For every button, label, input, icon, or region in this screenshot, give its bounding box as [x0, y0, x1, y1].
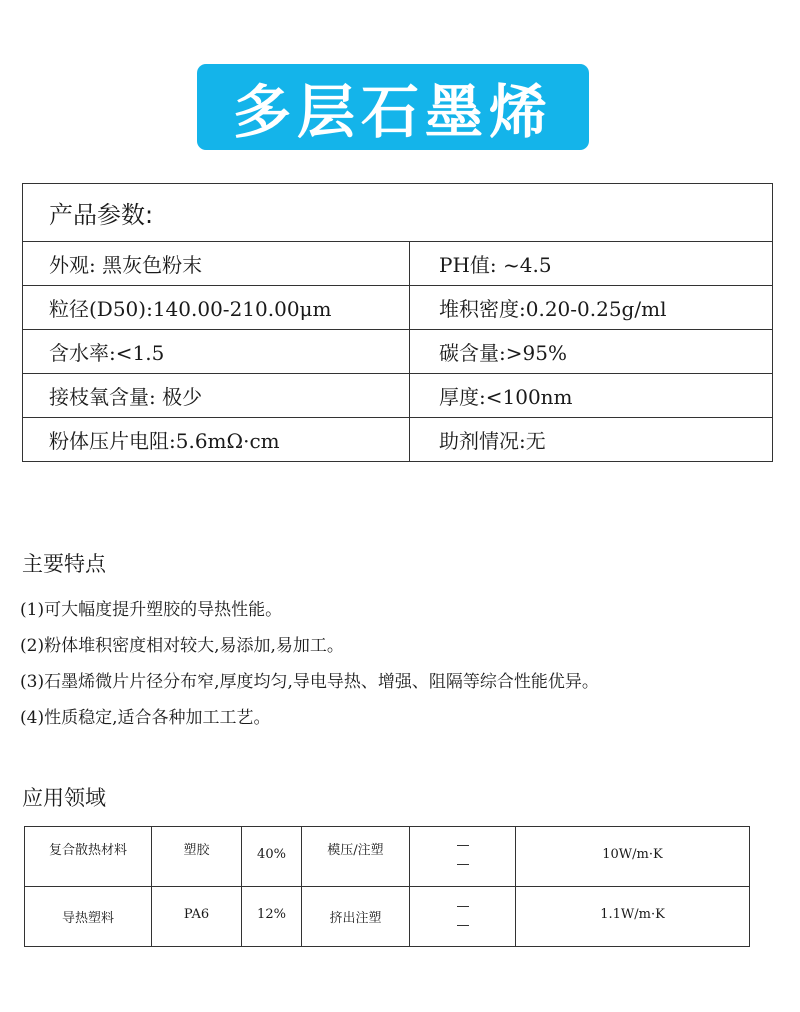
param-cell: 粉体压片电阻:5.6mΩ·cm [23, 418, 410, 461]
param-cell: 含水率:<1.5 [23, 330, 410, 373]
title-banner [197, 64, 589, 150]
app-ratio: 40% [242, 827, 302, 887]
product-params-table [22, 183, 773, 462]
page-title: 多层石墨烯 [232, 78, 553, 146]
feature-item: (3)石墨烯微片片径分布窄,厚度均匀,导电导热、增强、阻隔等综合性能优异。 [20, 672, 599, 692]
feature-item: (4)性质稳定,适合各种加工工艺。 [20, 708, 271, 728]
params-row [23, 242, 772, 286]
app-field: 复合散热材料 [25, 827, 152, 887]
params-row [23, 418, 772, 461]
app-material: PA6 [152, 887, 242, 947]
params-row [23, 330, 772, 374]
param-cell: 接枝氧含量: 极少 [23, 374, 410, 417]
param-cell: 粒径(D50):140.00-210.00μm [23, 286, 410, 329]
app-process: 模压/注塑 [302, 827, 410, 887]
param-cell: PH值: ~4.5 [439, 253, 552, 277]
empty-cell [410, 827, 516, 887]
param-cell: 厚度:<100nm [439, 385, 573, 409]
param-cell: 外观: 黑灰色粉末 [23, 242, 410, 285]
applications-table [24, 826, 750, 947]
app-value: 1.1W/m·K [516, 887, 750, 947]
app-value: 10W/m·K [516, 827, 750, 887]
params-row [23, 286, 772, 330]
features-list [20, 592, 800, 736]
dash-mark [457, 864, 469, 865]
dash-mark [457, 906, 469, 907]
table-row [25, 887, 750, 947]
features-heading: 主要特点 [22, 552, 106, 576]
feature-item: (2)粉体堆积密度相对较大,易添加,易加工。 [20, 636, 344, 656]
app-ratio: 12% [242, 887, 302, 947]
param-cell: 碳含量:>95% [439, 341, 567, 365]
applications-heading: 应用领域 [22, 786, 106, 810]
param-cell: 堆积密度:0.20-0.25g/ml [439, 297, 667, 321]
param-cell: 助剂情况:无 [439, 429, 546, 453]
table-row [25, 827, 750, 887]
params-heading: 产品参数: [23, 184, 772, 242]
dash-mark [457, 845, 469, 846]
dash-mark [457, 925, 469, 926]
feature-item: (1)可大幅度提升塑胶的导热性能。 [20, 600, 283, 620]
app-process: 挤出注塑 [302, 887, 410, 947]
empty-cell [410, 887, 516, 947]
app-field: 导热塑料 [25, 887, 152, 947]
app-material: 塑胶 [152, 827, 242, 887]
params-row [23, 374, 772, 418]
